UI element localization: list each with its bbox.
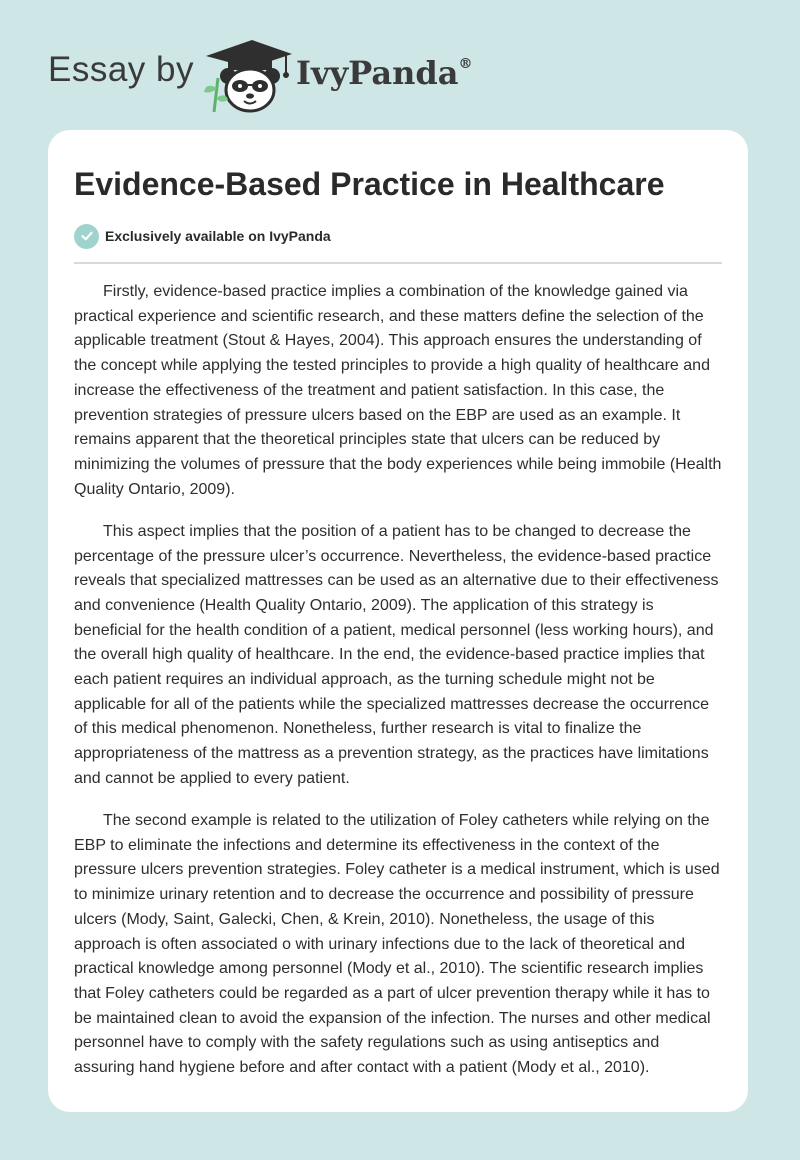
essay-card <box>48 130 748 1112</box>
badge-label: Exclusively available on IvyPanda <box>105 228 331 244</box>
site-header <box>48 34 473 114</box>
exclusive-badge <box>74 223 331 249</box>
page-title: Evidence-Based Practice in Healthcare <box>74 166 665 202</box>
essay-body <box>74 280 724 1098</box>
divider <box>74 262 722 264</box>
paragraph-1: Firstly, evidence-based practice implies a combination of the knowledge gained via practical experience and scientific research, and these matters define the selection of the applicable treatment (Stout & Hayes, 2004). This approach ensures the understanding of the concept while applying the tested principles to provide a high quality of healthcare and increase the effectiveness of the treatment and patient satisfaction. In this case, the prevention strategies of pressure ulcers based on the EBP are used as an example. It remains apparent that the theoretical principles state that ulcers can be reduced by minimizing the volumes of pressure that the body experiences while being immobile (Health Quality Ontario, 2009). <box>74 283 722 498</box>
check-icon <box>74 224 99 249</box>
brand-name: IvyPanda® <box>296 54 473 92</box>
paragraph-2: This aspect implies that the position of a patient has to be changed to decrease the percentage of the pressure ulcer’s occurrence. Nevertheless, the evidence-based practice reveals that specialized mattresses can be used as an alternative due to their effectiveness and convenience (Health Quality Ontario, 2009). The application of this strategy is beneficial for the health condition of a patient, medical personnel (less working hours), and the overall high quality of healthcare. In the end, the evidence-based practice implies that each patient requires an individual approach, as the turning schedule might not be applicable for all of the patients while the specialized mattresses decrease the occurrence of this medical phenomenon. Nonetheless, further research is vital to finalize the appropriateness of the mattress as a prevention strategy, as the practices have limitations and cannot be applied to every patient. <box>74 522 719 787</box>
paragraph-3: The second example is related to the utilization of Foley catheters while relying on the EBP to eliminate the infections and determine its effectiveness in the context of the pressure ulcers prevention strategies. Foley catheter is a medical instrument, which is used to minimize urinary retention and to decrease the occurrence and possibility of pressure ulcers (Mody, Saint, Galecki, Chen, & Krein, 2010). Nonetheless, the usage of this approach is often associated o with urinary infections due to the lack of theoretical and practical knowledge among personnel (Mody et al., 2010). The scientific research implies that Foley catheters could be regarded as a part of ulcer prevention therapy while it has to be maintained clean to avoid the expansion of the infection. The nurses and other medical personnel have to comply with the safety regulations such as using antiseptics and assuring hand hygiene before and after contact with a patient (Mody et al., 2010). <box>74 812 720 1077</box>
panda-graduate-icon <box>200 34 296 114</box>
registered-mark: ® <box>458 56 473 72</box>
essay-by-label: Essay by <box>48 50 194 89</box>
